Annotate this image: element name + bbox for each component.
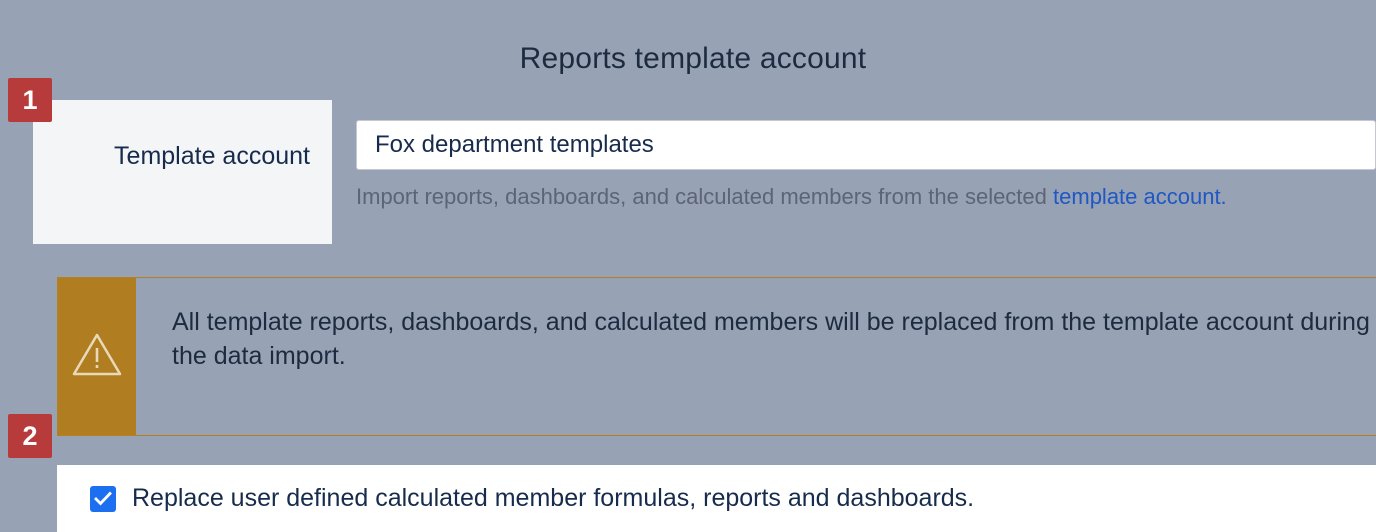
replace-user-defined-label: Replace user defined calculated member formulas, reports and dashboards. xyxy=(132,484,975,512)
page-title: Reports template account xyxy=(519,42,867,75)
template-account-link[interactable]: template account. xyxy=(1053,184,1227,209)
help-text-prefix: Import reports, dashboards, and calculated members from the selected xyxy=(356,184,1054,209)
template-account-label-cell xyxy=(33,100,332,244)
replace-user-defined-checkbox[interactable] xyxy=(90,486,116,512)
template-account-label: Template account xyxy=(114,142,310,170)
template-account-select[interactable] xyxy=(356,120,1376,170)
template-account-selected-value: Fox department templates xyxy=(375,131,654,158)
step-marker-2: 2 xyxy=(8,414,52,458)
replace-user-defined-row[interactable] xyxy=(57,465,1376,532)
warning-banner xyxy=(57,277,1376,436)
step-marker-1: 1 xyxy=(8,78,52,122)
warning-message: All template reports, dashboards, and calculated members will be replaced from the template account during the data import. xyxy=(172,308,1370,370)
warning-triangle-icon xyxy=(71,331,123,382)
template-account-help-text xyxy=(356,184,1376,210)
reports-template-account-panel xyxy=(33,22,1376,532)
template-account-field-cell xyxy=(332,100,1376,244)
template-account-form-row xyxy=(33,100,1376,244)
warning-icon-cell xyxy=(58,278,136,435)
